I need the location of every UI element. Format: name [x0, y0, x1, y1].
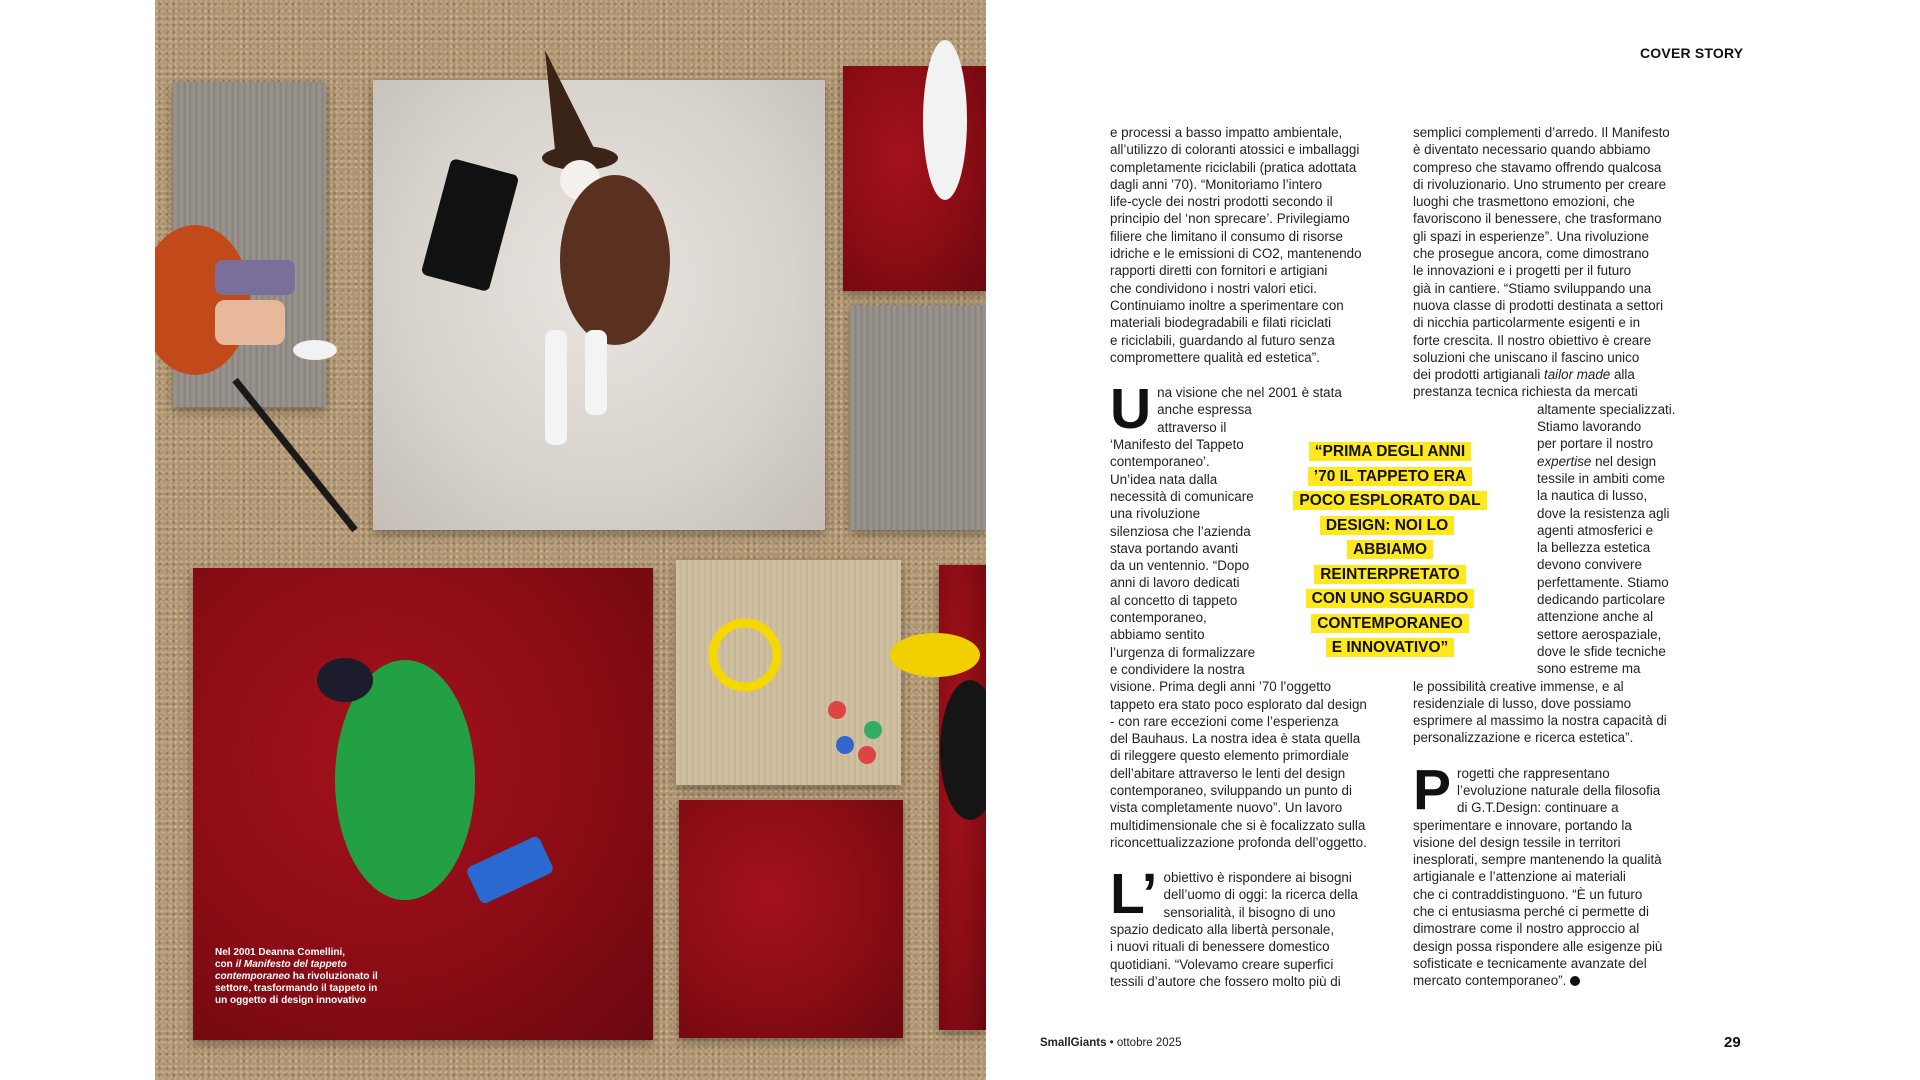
text-line: luoghi che trasmettono emozioni, che	[1413, 194, 1635, 210]
cover-photo	[155, 0, 986, 1080]
text-line: sono estreme ma	[1537, 661, 1641, 677]
text-line: riconcettualizzazione profonda dell’oggetto.	[1110, 834, 1367, 850]
text-line: contemporaneo’.	[1110, 454, 1210, 470]
text-line: la bellezza estetica	[1537, 540, 1651, 556]
text-line: artigianale e l’attenzione ai materiali	[1413, 869, 1626, 885]
text-line: abbiamo sentito	[1110, 627, 1205, 643]
text-line: del Bauhaus. La nostra idea è stata quella	[1110, 731, 1361, 747]
text-line: idriche e le emissioni di CO2, mantenendo	[1110, 246, 1362, 262]
text-line: quotidiani. “Volevamo creare superfici	[1110, 956, 1334, 972]
text-line: i nuovi rituali di benessere domestico	[1110, 939, 1330, 955]
drop-cap: L’	[1110, 862, 1158, 927]
paragraph	[1110, 862, 1388, 990]
text-line: per portare il nostro	[1537, 436, 1654, 452]
text-line: le innovazioni e i progetti per il futuro	[1413, 263, 1632, 279]
pull-quote-line: DESIGN: NOI LO ABBIAMO	[1320, 516, 1454, 560]
text-line: inesplorati, sempre mantenendo la qualità	[1413, 852, 1662, 868]
text-line: le possibilità creative immense, e al	[1413, 678, 1624, 694]
text-line: e processi a basso impatto ambientale,	[1110, 125, 1343, 140]
text-line: multidimensionale che si è focalizzato sulla	[1110, 817, 1366, 833]
text-line: attraverso il	[1157, 419, 1227, 435]
caption-line: un oggetto di design innovativo	[215, 995, 367, 1006]
text-line: e condividere la nostra	[1110, 661, 1245, 677]
text-line: che ci entusiasma perché ci permette di	[1413, 904, 1649, 920]
text-line: personalizzazione e ricerca estetica”.	[1413, 730, 1634, 746]
text-line: stava portando avanti	[1110, 540, 1239, 556]
text-line: anche espressa	[1157, 402, 1252, 418]
text-line: l’evoluzione naturale della filosofia	[1457, 782, 1661, 798]
text-line: necessità di comunicare	[1110, 488, 1254, 504]
text-line: sensorialità, il bisogno di uno	[1163, 904, 1336, 920]
italic-term: tailor made	[1544, 367, 1611, 383]
text-line: materiali biodegradabili e filati riciclati	[1110, 315, 1332, 331]
italic-term: expertise	[1537, 453, 1592, 469]
paragraph	[1413, 757, 1691, 990]
text-line: dagli anni ’70). “Monitoriamo l’intero	[1110, 176, 1323, 192]
pull-quote-line: ’70 IL TAPPETO ERA	[1308, 467, 1472, 486]
text-line: già in cantiere. “Stiamo sviluppando una	[1413, 280, 1652, 296]
text-line: contemporaneo,	[1110, 610, 1207, 626]
text-line: dove le sfide tecniche	[1537, 643, 1666, 659]
section-label: COVER STORY	[1640, 45, 1744, 61]
text-line: semplici complementi d’arredo. Il Manifesto	[1413, 125, 1670, 140]
text-line: spazio dedicato alla libertà personale,	[1110, 922, 1335, 938]
text-line: rogetti che rappresentano	[1457, 765, 1610, 781]
text-line: all’utilizzo di coloranti atossici e imballaggi	[1110, 142, 1360, 158]
text-line: na visione che nel 2001 è stata	[1157, 385, 1342, 401]
drop-cap: U	[1110, 377, 1152, 442]
text-line: silenziosa che l’azienda	[1110, 523, 1251, 539]
text-line: dell’abitare attraverso le lenti del design	[1110, 765, 1346, 781]
text-line: residenziale di lusso, dove possiamo	[1413, 695, 1632, 711]
text-line: dove la resistenza agli	[1537, 505, 1670, 521]
text-line: sperimentare e innovare, portando la	[1413, 817, 1632, 833]
text-line: forte crescita. Il nostro obiettivo è creare	[1413, 332, 1652, 348]
text-line: rapporti diretti con fornitori e artigiani	[1110, 263, 1328, 279]
text-line: attenzione anche al	[1537, 609, 1654, 625]
text-line: al concetto di tappeto	[1110, 592, 1238, 608]
caption-line: Nel 2001 Deanna Comellini,	[215, 947, 346, 958]
text-line: - con rare eccezioni come l’esperienza	[1110, 713, 1339, 729]
text-line: di rileggere questo elemento primordiale	[1110, 748, 1349, 764]
pull-quote-line: REINTERPRETATO	[1314, 565, 1466, 584]
text-line: principio del ‘non sprecare’. Privilegiamo	[1110, 211, 1350, 227]
text-line: è diventato necessario quando abbiamo	[1413, 142, 1651, 158]
text-line: obiettivo è rispondere ai bisogni	[1163, 870, 1352, 886]
caption-line: con	[215, 959, 236, 970]
paragraph	[1110, 124, 1388, 366]
text-line: dedicando particolare	[1537, 592, 1666, 608]
pull-quote-line: CON UNO SGUARDO	[1306, 589, 1475, 608]
caption-line: ha rivoluzionato il	[290, 971, 378, 982]
text-line: esprimere al massimo la nostra capacità di	[1413, 713, 1667, 729]
text-line: prestanza tecnica richiesta da mercati	[1413, 384, 1638, 400]
text-run: nel design	[1591, 453, 1657, 469]
text-line: che prosegue ancora, come dimostrano	[1413, 246, 1649, 262]
text-line: visione. Prima degli anni ’70 l’oggetto	[1110, 679, 1332, 695]
footer-brand	[1040, 1037, 1181, 1049]
photo-caption	[215, 947, 415, 1007]
text-line: di nicchia particolarmente esigenti e in	[1413, 315, 1641, 331]
text-line: soluzioni che uniscano il fascino unico	[1413, 349, 1640, 365]
pull-quote-line: E INNOVATIVO”	[1326, 638, 1455, 657]
text-line: design possa rispondere alle esigenze più	[1413, 938, 1663, 954]
pull-quote-line: “PRIMA DEGLI ANNI	[1309, 442, 1471, 461]
text-line: tessili d’autore che fossero molto più di	[1110, 973, 1341, 989]
text-line: agenti atmosferici e	[1537, 522, 1654, 538]
pull-quote-line: CONTEMPORANEO	[1311, 614, 1469, 633]
caption-italic: contemporaneo	[215, 971, 291, 982]
text-line: che condividono i nostri valori etici.	[1110, 280, 1317, 296]
text-run: alla	[1610, 367, 1635, 383]
text-line: devono convivere	[1537, 557, 1642, 573]
text-line: gli spazi in esperienze”. Una rivoluzione	[1413, 228, 1649, 244]
pull-quote-line: POCO ESPLORATO DAL	[1293, 491, 1486, 510]
text-line: Un’idea nata dalla	[1110, 471, 1218, 487]
text-line: sofisticate e tecnicamente avanzate del	[1413, 955, 1647, 971]
caption-italic: il Manifesto del tappeto	[235, 959, 347, 970]
text-line: tessile in ambiti come	[1537, 470, 1666, 486]
text-line: tappeto era stato poco esplorato dal design	[1110, 696, 1367, 712]
text-line: favoriscono il benessere, che trasformano	[1413, 211, 1662, 227]
text-line: nuova classe di prodotti destinata a settori	[1413, 297, 1664, 313]
text-line: Continuiamo inoltre a sperimentare con	[1110, 297, 1344, 313]
text-line: life-cycle dei nostri prodotti secondo il	[1110, 194, 1333, 210]
issue-date: • ottobre 2025	[1106, 1037, 1182, 1049]
text-line: dell’uomo di oggi: la ricerca della	[1163, 887, 1358, 903]
text-line: dimostrare come il nostro approccio al	[1413, 921, 1640, 937]
text-line: settore aerospaziale,	[1537, 626, 1662, 642]
text-line	[1413, 367, 1635, 382]
text-line: vista completamente nuovo”. Un lavoro	[1110, 800, 1343, 816]
magazine-name: SmallGiants	[1040, 1037, 1107, 1049]
text-line: Stiamo lavorando	[1537, 419, 1642, 435]
text-line: ‘Manifesto del Tappeto	[1110, 437, 1244, 453]
left-page-margin	[0, 0, 155, 1080]
text-line: che ci contraddistinguono. “È un futuro	[1413, 886, 1643, 902]
performer-figures	[155, 0, 986, 1080]
text-line: e riciclabili, guardando al futuro senza	[1110, 332, 1335, 348]
text-line: anni di lavoro dedicati	[1110, 575, 1240, 591]
text-line: di rivoluzionario. Uno strumento per creare	[1413, 176, 1667, 192]
text-line: compreso che stavamo offrendo qualcosa	[1413, 159, 1662, 175]
text-line: l’urgenza di formalizzare	[1110, 644, 1256, 660]
text-run: dei prodotti artigianali	[1413, 367, 1545, 383]
page-number: 29	[1724, 1034, 1741, 1051]
text-line: contemporaneo, sviluppando un punto di	[1110, 782, 1352, 798]
text-line: perfettamente. Stiamo	[1537, 574, 1669, 590]
pull-quote	[1284, 440, 1496, 661]
text-line: filiere che limitano il consumo di risorse	[1110, 228, 1343, 244]
text-line: da un ventennio. “Dopo	[1110, 558, 1250, 574]
text-line: compromettere qualità ed estetica”.	[1110, 349, 1320, 365]
text-line: completamente riciclabili (pratica adottata	[1110, 159, 1357, 175]
end-mark-icon	[1570, 976, 1580, 986]
drop-cap: P	[1413, 757, 1452, 822]
text-line: visione del design tessile in territori	[1413, 834, 1621, 850]
text-line: una rivoluzione	[1110, 506, 1201, 522]
text-line: la nautica di lusso,	[1537, 488, 1648, 504]
caption-line: settore, trasformando il tappeto in	[215, 983, 378, 994]
text-line: mercato contemporaneo”.	[1413, 973, 1580, 988]
text-line: di G.T.Design: continuare a	[1457, 800, 1619, 816]
text-line: altamente specializzati.	[1537, 401, 1676, 417]
